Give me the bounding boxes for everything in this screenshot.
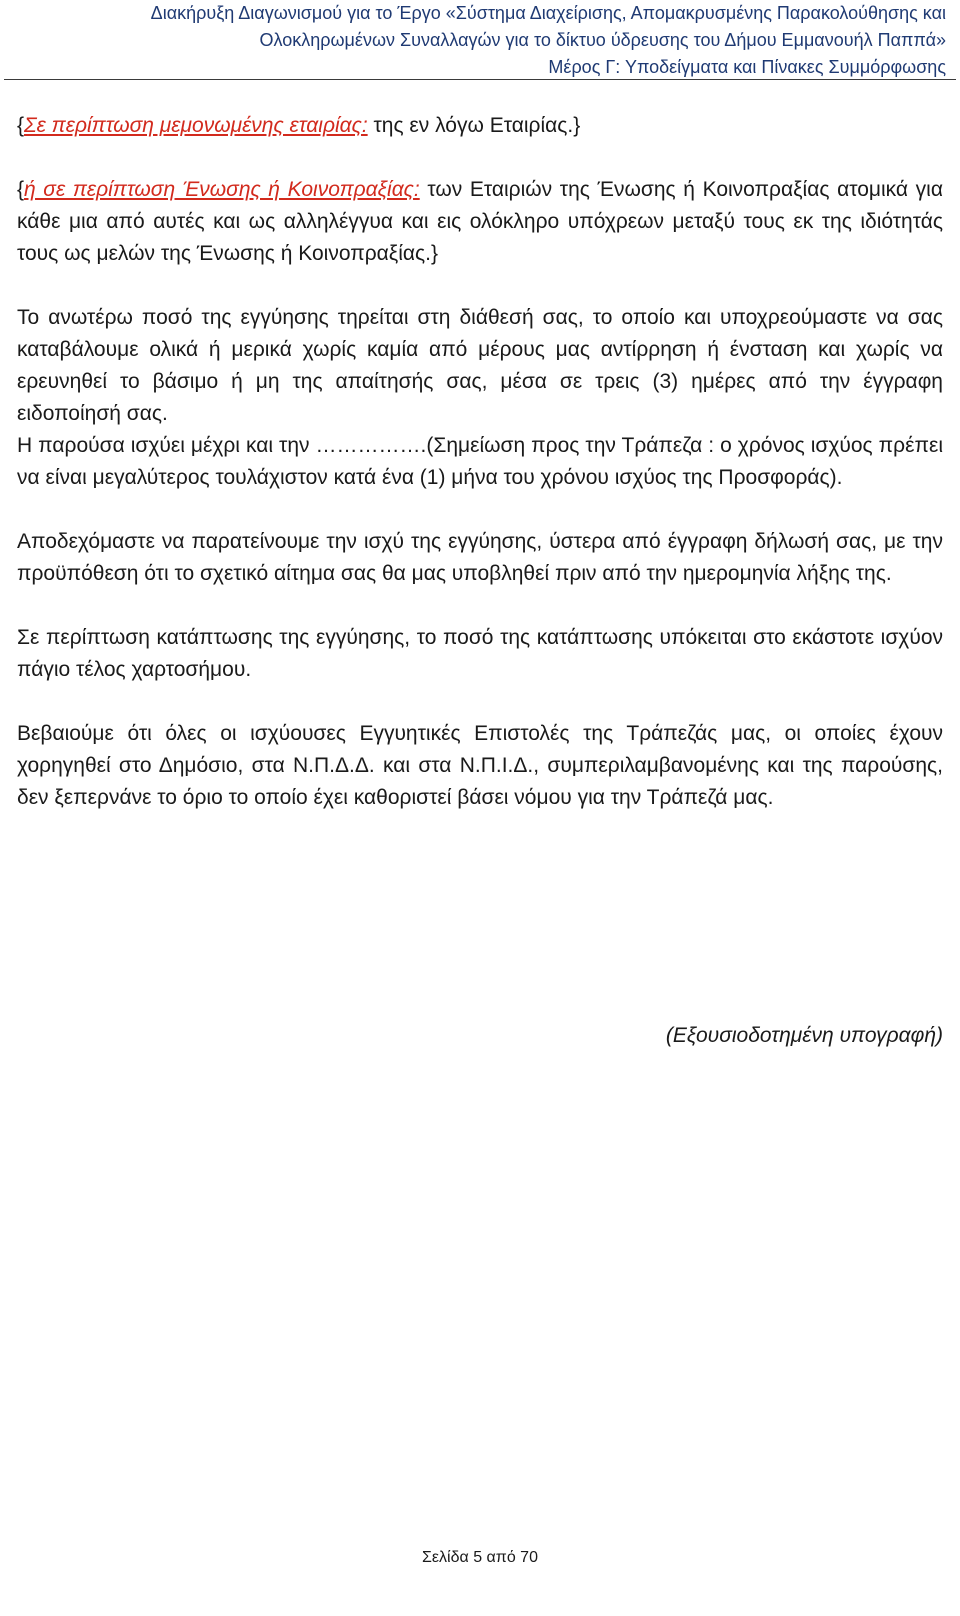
paragraph-text: της εν λόγω Εταιρίας.}: [367, 114, 581, 137]
paragraph-certification: Βεβαιούμε ότι όλες οι ισχύουσες Εγγυητικές Επιστολές της Τράπεζάς μας, οι οποίες έχουν χορηγηθεί στο Δημόσιο, στα Ν.Π.Δ.Δ. και στα Ν.Π.Ι.Δ., συμπεριλαμβανομένης και της παρούσης, δεν ξεπερνάνε το όριο το οποίο έχει καθοριστεί βάσει νόμου για την Τράπεζά μας.: [17, 722, 943, 809]
paragraph-joint-venture: [17, 174, 943, 270]
paragraph-validity: Η παρούσα ισχύει μέχρι και την …………….(Σημείωση προς την Τράπεζα : ο χρόνος ισχύος πρέπει να είναι μεγαλύτερος τουλάχιστον κατά ένα (1) μήνα του χρόνου ισχύος της Προσφοράς).: [17, 434, 943, 489]
header-section-title: Μέρος Γ: Υποδείγματα και Πίνακες Συμμόρφωσης: [548, 57, 946, 77]
paragraph-text: των Εταιριών της Ένωσης ή Κοινοπραξίας ατομικά για κάθε μια από αυτές και ως αλληλέγγυα και εις ολόκληρο υπόχρεων μεταξύ τους εκ της ιδιότητάς τους ως μελών της Ένωσης ή Κοινοπραξίας.}: [17, 178, 943, 265]
page-header: [0, 0, 960, 81]
header-title-line-2: Ολοκληρωμένων Συναλλαγών για το δίκτυο ύδρευσης του Δήμου Εμμανουήλ Παππά»: [259, 30, 946, 50]
document-body: [17, 110, 943, 846]
condition-single-company: Σε περίπτωση μεμονωμένης εταιρίας:: [24, 114, 368, 137]
authorized-signature: (Εξουσιοδοτημένη υπογραφή): [665, 1024, 943, 1047]
paragraph-single-company: [17, 110, 943, 142]
condition-joint-venture: ή σε περίπτωση Ένωσης ή Κοινοπραξίας:: [24, 178, 420, 201]
brace-open: {: [17, 114, 25, 137]
paragraph-guarantee-amount: Το ανωτέρω ποσό της εγγύησης τηρείται στη διάθεσή σας, το οποίο και υποχρεούμαστε να σας καταβάλουμε ολικά ή μερικά χωρίς καμία από μέρους μας αντίρρηση ή ένσταση και χωρίς να ερευνηθεί το βάσιμο ή μη της απαίτησής σας, μέσα σε τρεις (3) ημέρες από την έγγραφη ειδοποίησή σας.: [17, 306, 943, 425]
brace-open: {: [17, 178, 25, 201]
header-title-line-1: Διακήρυξη Διαγωνισμού για το Έργο «Σύστημα Διαχείρισης, Απομακρυσμένης Παρακολούθησης και: [150, 3, 946, 23]
page-number: Σελίδα 5 από 70: [422, 1549, 538, 1566]
paragraph-extension: Αποδεχόμαστε να παρατείνουμε την ισχύ της εγγύησης, ύστερα από έγγραφη δήλωσή σας, με την προϋπόθεση ότι το σχετικό αίτημα σας θα μας υποβληθεί πριν από την ημερομηνία λήξης της.: [17, 530, 943, 585]
header-divider: [4, 79, 956, 80]
paragraph-forfeiture: Σε περίπτωση κατάπτωσης της εγγύησης, το ποσό της κατάπτωσης υπόκειται στο εκάστοτε ισχύον πάγιο τέλος χαρτοσήμου.: [17, 626, 943, 681]
